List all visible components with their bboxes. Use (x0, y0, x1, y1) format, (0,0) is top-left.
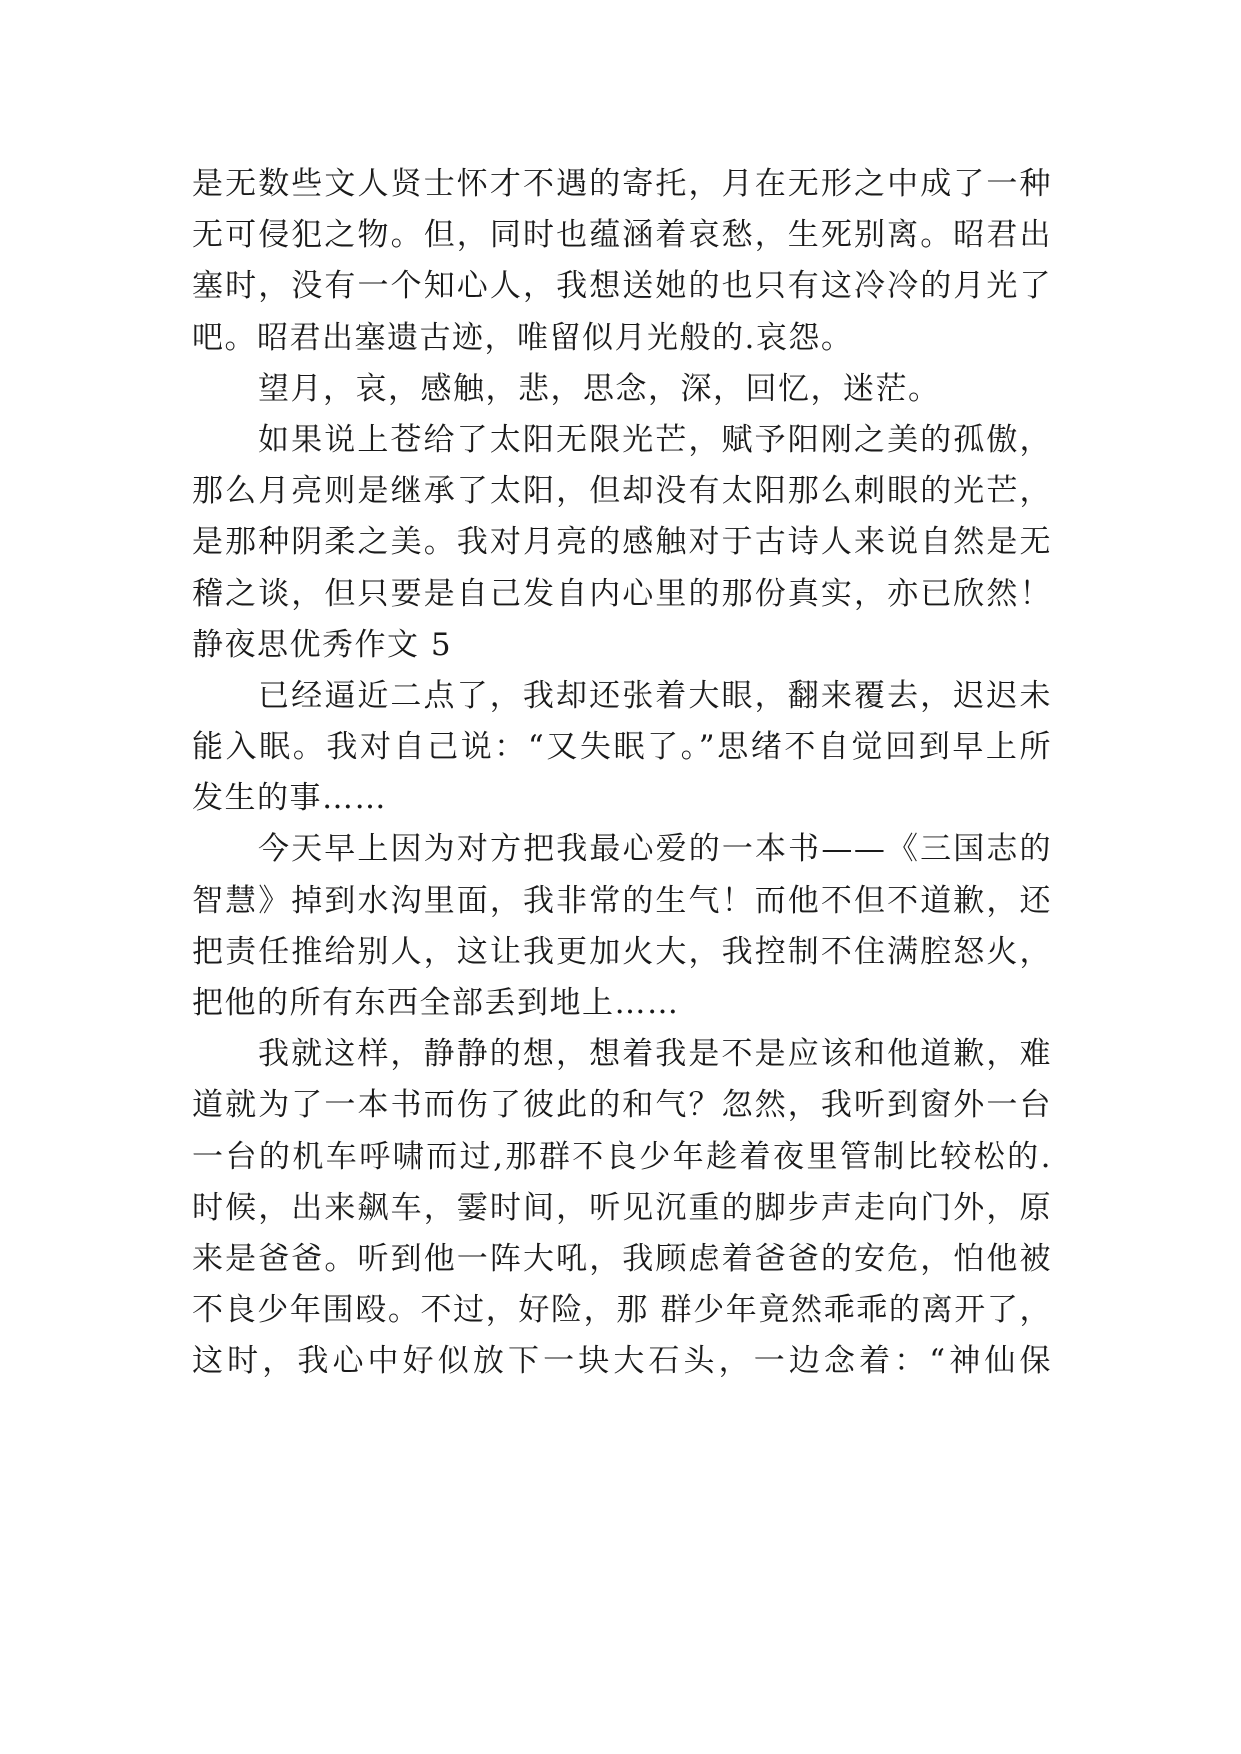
text-line: 今天早上因为对方把我最心爱的一本书——《三国志的 (258, 831, 1052, 868)
text-line: 是那种阴柔之美。我对月亮的感触对于古诗人来说自然是无 (192, 524, 1052, 561)
text-line: 能入眠。我对自己说：“又失眠了。”思绪不自觉回到早上所 (192, 729, 1052, 766)
text-line: 一台的机车呼啸而过,那群不良少年趁着夜里管制比较松的. (192, 1138, 1052, 1175)
text-line: 把责任推给别人，这让我更加火大，我控制不住满腔怒火， (192, 933, 1052, 970)
text-line: 是无数些文人贤士怀才不遇的寄托，月在无形之中成了一种 (192, 166, 1052, 202)
text-line: 时候，出来飙车，霎时间，听见沉重的脚步声走向门外，原 (192, 1189, 1052, 1226)
text-line: 这时，我心中好似放下一块大石头，一边念着：“神仙保 (192, 1343, 1052, 1380)
section-heading: 静夜思优秀作文 5 (192, 626, 453, 663)
text-line: 吧。昭君出塞遗古迹，唯留似月光般的.哀怨。 (192, 319, 854, 356)
text-line: 来是爸爸。听到他一阵大吼，我顾虑着爸爸的安危，怕他被 (192, 1240, 1052, 1277)
text-line: 已经逼近二点了，我却还张着大眼，翻来覆去，迟迟未 (258, 677, 1052, 714)
text-line: 稽之谈，但只要是自己发自内心里的那份真实，亦已欣然！ (192, 575, 1052, 612)
text-line: 把他的所有东西全部丢到地上…… (192, 985, 680, 1021)
text-line: 无可侵犯之物。但，同时也蕴涵着哀愁，生死别离。昭君出 (192, 217, 1052, 254)
text-line: 不良少年围殴。不过，好险，那 群少年竟然乖乖的离开了， (192, 1292, 1052, 1329)
text-line: 望月，哀，感触，悲，思念，深，回忆，迷茫。 (258, 370, 941, 407)
text-line: 智慧》掉到水沟里面，我非常的生气！而他不但不道歉，还 (192, 882, 1052, 919)
text-line: 发生的事…… (192, 780, 387, 817)
text-line: 道就为了一本书而伤了彼此的和气？忽然，我听到窗外一台 (192, 1087, 1052, 1124)
text-line: 塞时，没有一个知心人，我想送她的也只有这冷冷的月光了 (192, 268, 1052, 305)
text-line: 我就这样，静静的想，想着我是不是应该和他道歉，难 (258, 1036, 1052, 1073)
body-text (192, 159, 1052, 1388)
text-line: 如果说上苍给了太阳无限光芒，赋予阳刚之美的孤傲， (258, 421, 1052, 458)
text-line: 那么月亮则是继承了太阳，但却没有太阳那么刺眼的光芒， (192, 473, 1052, 510)
